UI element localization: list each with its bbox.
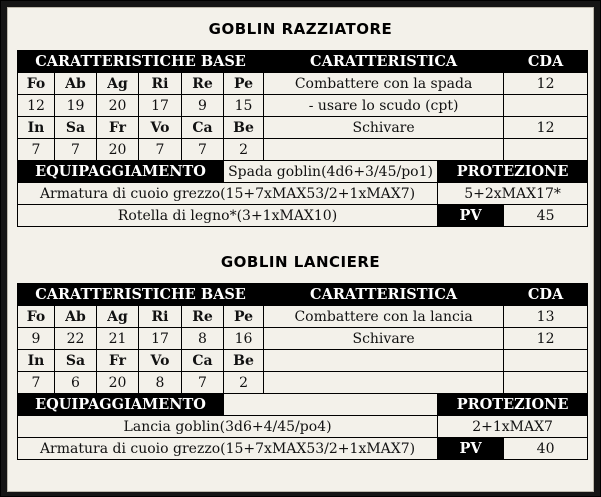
stat-label: Pe (224, 306, 264, 328)
stat-value: 7 (182, 139, 224, 161)
stat-value: 8 (182, 328, 224, 350)
stat-value: 7 (139, 139, 182, 161)
equipment-item: Spada goblin(4d6+3/45/po1) (224, 161, 438, 183)
stat-label: Ca (182, 350, 224, 372)
table-row (18, 350, 588, 372)
table-row (18, 328, 588, 350)
table-row (18, 73, 588, 95)
header-cda: CDA (504, 284, 588, 306)
stat-label: Be (224, 350, 264, 372)
skill-cda: 12 (504, 117, 588, 139)
stat-label: Ca (182, 117, 224, 139)
equipment-header: EQUIPAGGIAMENTO (18, 161, 224, 183)
skill-name (264, 350, 504, 372)
stat-label: In (18, 350, 55, 372)
stat-value: 20 (97, 372, 139, 394)
skill-cda (504, 350, 588, 372)
stat-value: 19 (55, 95, 97, 117)
skill-name: Combattere con la spada (264, 73, 504, 95)
stat-label: Fo (18, 73, 55, 95)
skill-name: Schivare (264, 117, 504, 139)
stat-value: 2 (224, 372, 264, 394)
header-skill: CARATTERISTICA (264, 51, 504, 73)
skill-name (264, 139, 504, 161)
table-row (18, 394, 588, 416)
stat-value: 7 (18, 139, 55, 161)
stat-value: 8 (139, 372, 182, 394)
stat-value: 15 (224, 95, 264, 117)
stat-label: Ab (55, 73, 97, 95)
skill-name (264, 372, 504, 394)
table-row (18, 95, 588, 117)
table-row (18, 139, 588, 161)
equipment-item: Lancia goblin(3d6+4/45/po4) (18, 416, 438, 438)
stat-value: 21 (97, 328, 139, 350)
table-row (18, 284, 588, 306)
stat-value: 6 (55, 372, 97, 394)
equipment-item: Armatura di cuoio grezzo(15+7xMAX53/2+1xMAX7) (18, 183, 438, 205)
table-row (18, 306, 588, 328)
skill-cda (504, 95, 588, 117)
protection-header: PROTEZIONE (438, 161, 588, 183)
protection-header: PROTEZIONE (438, 394, 588, 416)
stat-value: 12 (18, 95, 55, 117)
block-1-table (17, 50, 588, 227)
table-row (18, 183, 588, 205)
stat-value: 7 (55, 139, 97, 161)
stat-sheet (7, 7, 594, 492)
skill-cda: 12 (504, 73, 588, 95)
equipment-header: EQUIPAGGIAMENTO (18, 394, 224, 416)
stat-value: 2 (224, 139, 264, 161)
protection-value: 2+1xMAX7 (438, 416, 588, 438)
stat-label: Fr (97, 117, 139, 139)
header-skill: CARATTERISTICA (264, 284, 504, 306)
stat-value: 17 (139, 95, 182, 117)
table-row (18, 117, 588, 139)
table-row (18, 416, 588, 438)
skill-name: - usare lo scudo (cpt) (264, 95, 504, 117)
stat-label: In (18, 117, 55, 139)
stat-value: 20 (97, 95, 139, 117)
stat-label: Ab (55, 306, 97, 328)
stat-label: Fr (97, 350, 139, 372)
skill-cda (504, 372, 588, 394)
table-row (18, 438, 588, 460)
stat-label: Sa (55, 350, 97, 372)
equipment-item: Armatura di cuoio grezzo(15+7xMAX53/2+1xMAX7) (18, 438, 438, 460)
stat-label: Ag (97, 73, 139, 95)
pv-value: 40 (504, 438, 588, 460)
stat-label: Sa (55, 117, 97, 139)
stat-value: 16 (224, 328, 264, 350)
stat-value: 17 (139, 328, 182, 350)
skill-name: Schivare (264, 328, 504, 350)
block-2-table (17, 283, 588, 460)
stat-value: 7 (182, 372, 224, 394)
header-cda: CDA (504, 51, 588, 73)
stat-label: Re (182, 306, 224, 328)
header-base: CARATTERISTICHE BASE (18, 51, 264, 73)
stat-value: 9 (18, 328, 55, 350)
equipment-blank (224, 394, 438, 416)
skill-cda: 12 (504, 328, 588, 350)
pv-label: PV (438, 438, 504, 460)
stat-label: Fo (18, 306, 55, 328)
stat-label: Vo (139, 350, 182, 372)
block-1-title: GOBLIN RAZZIATORE (208, 20, 393, 38)
stat-value: 20 (97, 139, 139, 161)
skill-cda (504, 139, 588, 161)
stat-label: Ag (97, 306, 139, 328)
stat-label: Vo (139, 117, 182, 139)
table-row (18, 51, 588, 73)
block-2-title: GOBLIN LANCIERE (220, 253, 381, 271)
table-row (18, 372, 588, 394)
stat-label: Ri (139, 306, 182, 328)
table-row (18, 205, 588, 227)
pv-value: 45 (504, 205, 588, 227)
stat-label: Pe (224, 73, 264, 95)
equipment-item: Rotella di legno*(3+1xMAX10) (18, 205, 438, 227)
stat-value: 22 (55, 328, 97, 350)
protection-value: 5+2xMAX17* (438, 183, 588, 205)
stat-value: 9 (182, 95, 224, 117)
stat-label: Ri (139, 73, 182, 95)
stat-label: Re (182, 73, 224, 95)
header-base: CARATTERISTICHE BASE (18, 284, 264, 306)
skill-cda: 13 (504, 306, 588, 328)
stat-value: 7 (18, 372, 55, 394)
stat-label: Be (224, 117, 264, 139)
table-row (18, 161, 588, 183)
pv-label: PV (438, 205, 504, 227)
skill-name: Combattere con la lancia (264, 306, 504, 328)
